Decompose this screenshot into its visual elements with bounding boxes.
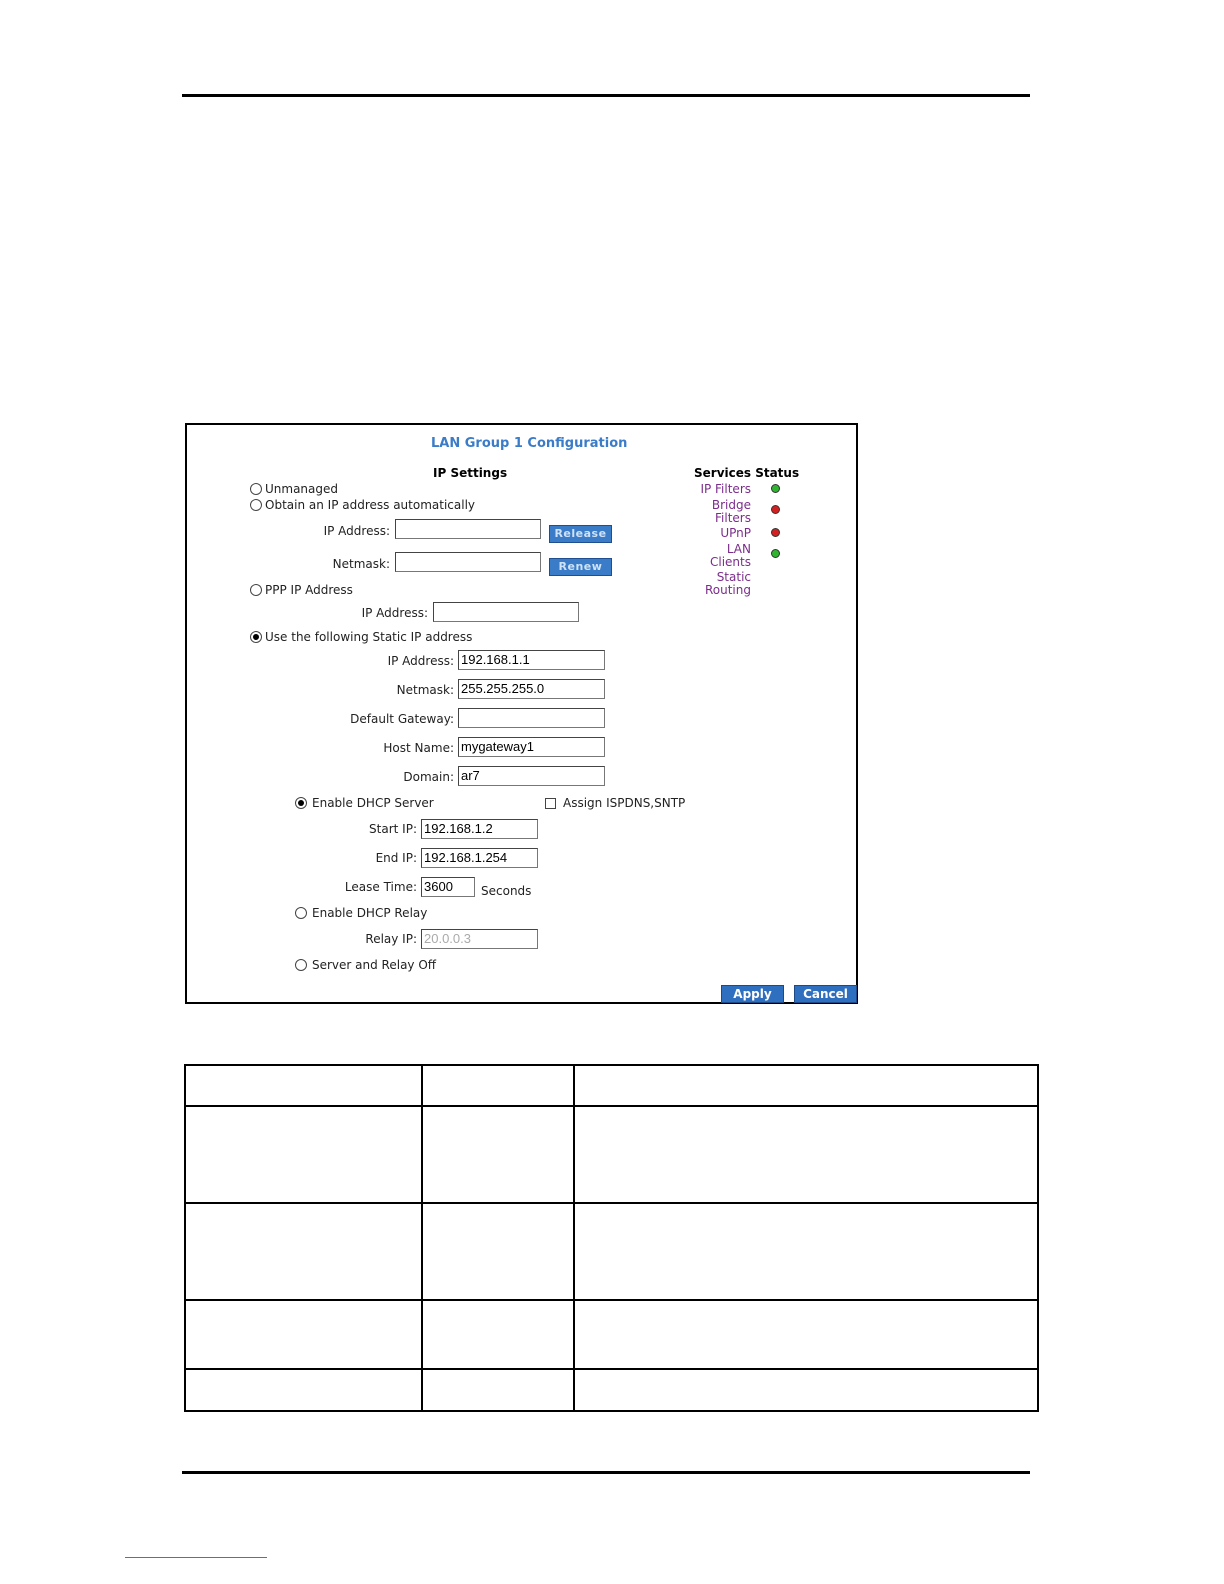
static-netmask-label: Netmask: xyxy=(396,683,454,697)
auto-netmask-label: Netmask: xyxy=(332,557,390,571)
table-cell xyxy=(185,1369,422,1411)
table-row xyxy=(185,1203,1038,1300)
service-routing-link[interactable]: Routing xyxy=(704,583,751,597)
footer-link-underline xyxy=(125,1557,267,1558)
lease-unit-label: Seconds xyxy=(481,884,532,898)
auto-ip-label: IP Address: xyxy=(323,524,390,538)
ip-settings-header: IP Settings xyxy=(433,466,508,480)
ppp-ip-label: IP Address: xyxy=(361,606,428,620)
services-status-header: Services Status xyxy=(694,466,800,480)
service-upnp-link[interactable]: UPnP xyxy=(720,526,751,540)
upnp-status-icon xyxy=(771,528,780,537)
ppp-label: PPP IP Address xyxy=(265,583,353,597)
table-cell xyxy=(422,1369,574,1411)
domain-input[interactable]: ar7 xyxy=(458,766,605,786)
service-clients-link[interactable]: Clients xyxy=(710,555,751,569)
footer-rule xyxy=(182,1471,1030,1474)
unmanaged-label: Unmanaged xyxy=(265,482,339,496)
release-button[interactable]: Release xyxy=(549,525,612,543)
lease-time-label: Lease Time: xyxy=(344,880,417,894)
start-ip-label: Start IP: xyxy=(369,822,417,836)
ppp-ip-input[interactable] xyxy=(433,602,579,622)
bridge-filters-status-icon xyxy=(771,505,780,514)
static-netmask-input[interactable]: 255.255.255.0 xyxy=(458,679,605,699)
enable-dhcp-relay-label: Enable DHCP Relay xyxy=(312,906,428,920)
table-cell xyxy=(185,1203,422,1300)
table-cell xyxy=(422,1106,574,1203)
cancel-button[interactable]: Cancel xyxy=(794,985,857,1003)
table-cell xyxy=(422,1065,574,1106)
table-cell xyxy=(185,1300,422,1369)
enable-dhcp-server-label: Enable DHCP Server xyxy=(312,796,434,810)
service-lan-link[interactable]: LAN xyxy=(726,542,751,556)
static-label: Use the following Static IP address xyxy=(265,630,473,644)
table-cell xyxy=(574,1203,1038,1300)
description-table xyxy=(184,1064,1039,1412)
enable-dhcp-relay-radio[interactable] xyxy=(295,907,307,919)
enable-dhcp-server-radio[interactable] xyxy=(295,797,307,809)
table-row xyxy=(185,1369,1038,1411)
static-radio[interactable] xyxy=(250,631,262,643)
assign-ispdns-checkbox[interactable] xyxy=(545,798,556,809)
table-header-row xyxy=(185,1065,1038,1106)
ppp-radio[interactable] xyxy=(250,584,262,596)
page-title: LAN Group 1 Configuration xyxy=(431,436,628,451)
table-cell xyxy=(422,1203,574,1300)
lan-clients-status-icon xyxy=(771,549,780,558)
table-cell xyxy=(574,1369,1038,1411)
default-gateway-label: Default Gateway: xyxy=(350,712,454,726)
server-relay-off-radio[interactable] xyxy=(295,959,307,971)
end-ip-input[interactable]: 192.168.1.254 xyxy=(421,848,538,868)
host-name-input[interactable]: mygateway1 xyxy=(458,737,605,757)
relay-ip-label: Relay IP: xyxy=(365,932,417,946)
service-filters-link[interactable]: Filters xyxy=(715,511,751,525)
obtain-auto-label: Obtain an IP address automatically xyxy=(265,498,476,512)
table-cell xyxy=(185,1106,422,1203)
default-gateway-input[interactable] xyxy=(458,708,605,728)
apply-button[interactable]: Apply xyxy=(721,985,784,1003)
service-static-link[interactable]: Static xyxy=(716,570,751,584)
header-rule xyxy=(182,94,1030,97)
table-row xyxy=(185,1300,1038,1369)
host-name-label: Host Name: xyxy=(383,741,454,755)
table-cell xyxy=(574,1106,1038,1203)
auto-netmask-input[interactable] xyxy=(395,552,541,572)
table-cell xyxy=(574,1300,1038,1369)
service-ip-filters-link[interactable]: IP Filters xyxy=(700,482,751,496)
auto-ip-input[interactable] xyxy=(395,519,541,539)
table-cell xyxy=(185,1065,422,1106)
renew-button[interactable]: Renew xyxy=(549,558,612,576)
table-cell xyxy=(422,1300,574,1369)
ip-filters-status-icon xyxy=(771,484,780,493)
end-ip-label: End IP: xyxy=(375,851,417,865)
domain-label: Domain: xyxy=(403,770,454,784)
assign-ispdns-label: Assign ISPDNS,SNTP xyxy=(563,796,686,810)
lan-config-panel xyxy=(185,423,858,1004)
table-row xyxy=(185,1106,1038,1203)
unmanaged-radio[interactable] xyxy=(250,483,262,495)
lease-time-input[interactable]: 3600 xyxy=(421,877,475,897)
table-cell xyxy=(574,1065,1038,1106)
server-relay-off-label: Server and Relay Off xyxy=(312,958,437,972)
static-ip-label: IP Address: xyxy=(387,654,454,668)
service-bridge-link[interactable]: Bridge xyxy=(711,498,751,512)
relay-ip-input[interactable]: 20.0.0.3 xyxy=(421,929,538,949)
obtain-auto-radio[interactable] xyxy=(250,499,262,511)
static-ip-input[interactable]: 192.168.1.1 xyxy=(458,650,605,670)
start-ip-input[interactable]: 192.168.1.2 xyxy=(421,819,538,839)
